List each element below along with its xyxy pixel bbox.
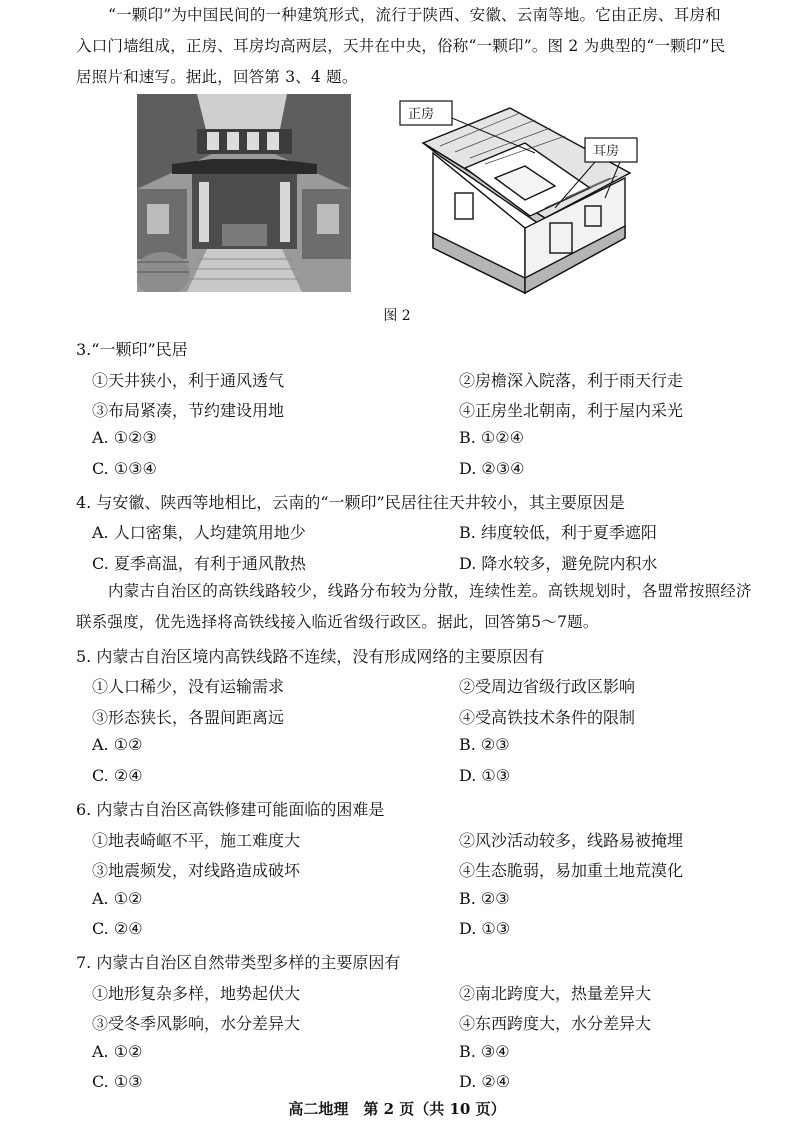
q7-statement-2: ②南北跨度大，热量差异大: [459, 984, 652, 1003]
q5-option-c: C. ②④: [92, 766, 143, 785]
page-footer: 高二地理 第 2 页（共 10 页）: [288, 1100, 506, 1118]
q7-statement-4: ④东西跨度大，水分差异大: [459, 1014, 652, 1033]
question-6-stem: 6. 内蒙古自治区高铁修建可能面临的困难是: [76, 800, 385, 819]
q5-option-b: B. ②③: [459, 735, 510, 754]
intro-line: “一颗印”为中国民间的一种建筑形式，流行于陕西、安徽、云南等地。它由正房、耳房和: [108, 6, 721, 24]
intro-line: 居照片和速写。据此，回答第 3、4 题。: [76, 68, 358, 86]
intro-paragraph-2: [76, 576, 794, 638]
intro-line: 入口门墙组成，正房、耳房均高两层，天井在中央，俗称“一颗印”。图 2 为典型的“一颗印”民: [76, 37, 726, 55]
q4-option-b: B. 纬度较低，利于夏季遮阳: [459, 523, 657, 542]
q3-option-b: B. ①②④: [459, 428, 524, 447]
q5-statement-4: ④受高铁技术条件的限制: [459, 708, 636, 727]
intro-paragraph-1: [76, 0, 794, 93]
q6-statement-3: ③地震频发，对线路造成破坏: [92, 861, 301, 880]
q5-option-d: D. ①③: [459, 766, 511, 785]
q3-option-a: A. ①②③: [92, 428, 157, 447]
q3-option-d: D. ②③④: [459, 459, 525, 478]
q6-statement-2: ②风沙活动较多，线路易被掩埋: [459, 831, 684, 850]
q4-option-d: D. 降水较多，避免院内积水: [459, 554, 658, 573]
q3-statement-4: ④正房坐北朝南，利于屋内采光: [459, 401, 684, 420]
intro-line: 联系强度，优先选择将高铁线接入临近省级行政区。据此，回答第5～7题。: [76, 613, 599, 631]
q6-statement-4: ④生态脆弱，易加重土地荒漠化: [459, 861, 684, 880]
q3-statement-1: ①天井狭小，利于通风透气: [92, 371, 285, 390]
q6-statement-1: ①地表崎岖不平，施工难度大: [92, 831, 301, 850]
q3-statement-2: ②房檐深入院落，利于雨天行走: [459, 371, 684, 390]
intro-line: 内蒙古自治区的高铁线路较少，线路分布较为分散，连续性差。高铁规划时，各盟常按照经济: [108, 582, 752, 600]
q6-option-a: A. ①②: [92, 889, 143, 908]
label-main-house: 正房: [408, 107, 435, 122]
q7-statement-3: ③受冬季风影响，水分差异大: [92, 1014, 301, 1033]
q6-option-c: C. ②④: [92, 919, 143, 938]
question-3-stem: 3.“一颗印”民居: [76, 340, 188, 359]
q7-option-c: C. ①③: [92, 1072, 143, 1091]
q7-option-d: D. ②④: [459, 1072, 511, 1091]
q7-statement-1: ①地形复杂多样，地势起伏大: [92, 984, 301, 1003]
q6-option-d: D. ①③: [459, 919, 511, 938]
q4-option-c: C. 夏季高温，有利于通风散热: [92, 554, 306, 573]
q4-option-a: A. 人口密集，人均建筑用地少: [92, 523, 306, 542]
q5-statement-1: ①人口稀少，没有运输需求: [92, 677, 285, 696]
q5-option-a: A. ①②: [92, 735, 143, 754]
label-side-house: 耳房: [593, 144, 620, 159]
q7-option-a: A. ①②: [92, 1042, 143, 1061]
question-7-stem: 7. 内蒙古自治区自然带类型多样的主要原因有: [76, 953, 401, 972]
q5-statement-2: ②受周边省级行政区影响: [459, 677, 636, 696]
q3-statement-3: ③布局紧凑，节约建设用地: [92, 401, 285, 420]
q7-option-b: B. ③④: [459, 1042, 510, 1061]
courtyard-photo: [137, 94, 351, 292]
figure-caption: 图 2: [383, 308, 411, 324]
house-sketch: [395, 98, 655, 298]
q3-option-c: C. ①③④: [92, 459, 157, 478]
question-5-stem: 5. 内蒙古自治区境内高铁线路不连续，没有形成网络的主要原因有: [76, 647, 545, 666]
q6-option-b: B. ②③: [459, 889, 510, 908]
q5-statement-3: ③形态狭长，各盟间距离远: [92, 708, 285, 727]
question-4-stem: 4. 与安徽、陕西等地相比，云南的“一颗印”民居往往天井较小，其主要原因是: [76, 493, 625, 512]
